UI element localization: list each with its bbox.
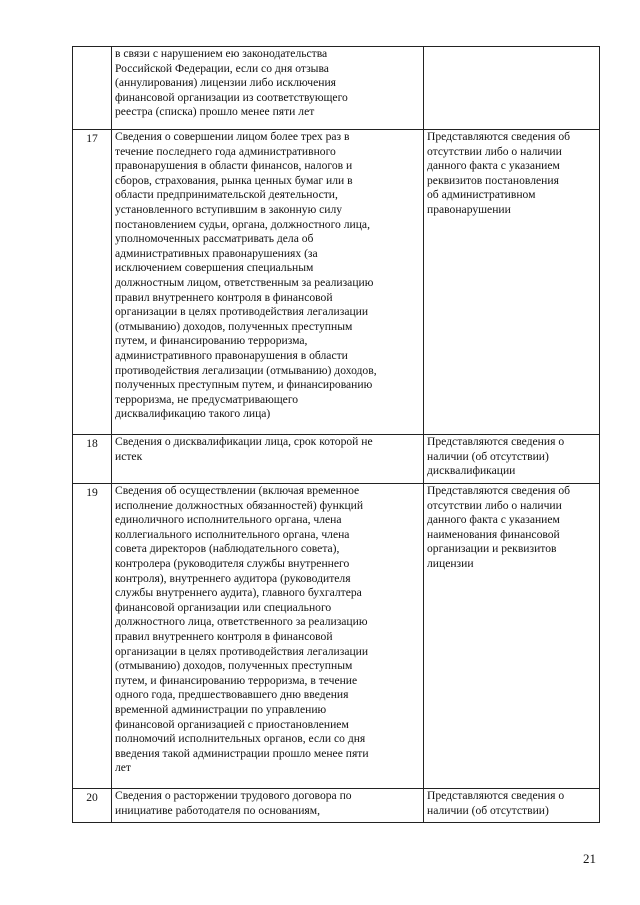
description-line: контролера (руководителя службы внутреннего bbox=[115, 556, 350, 570]
description-line: (аннулирования) лицензии либо исключения bbox=[115, 76, 336, 90]
row-note bbox=[424, 435, 600, 484]
description-line: путем, и финансированию терроризма, в течение bbox=[115, 673, 358, 687]
row-note bbox=[424, 789, 600, 823]
row-description bbox=[112, 484, 424, 789]
description-line: постановлением судьи, органа, должностного лица, bbox=[115, 217, 370, 231]
description-line: единоличного исполнительного органа, члена bbox=[115, 513, 342, 527]
description-line: Сведения о совершении лицом более трех раз в bbox=[115, 130, 350, 143]
row-note bbox=[424, 130, 600, 435]
description-line: (отмыванию) доходов, полученных преступным bbox=[115, 319, 353, 333]
description-line: истек bbox=[115, 449, 143, 463]
row-description bbox=[112, 789, 424, 823]
note-line: данного факта с указанием bbox=[427, 513, 560, 527]
description-line: установленного вступившим в законную силу bbox=[115, 202, 343, 216]
description-line: введения такой администрации прошло менее пяти bbox=[115, 746, 369, 760]
description-line: Российской Федерации, если со дня отзыва bbox=[115, 61, 329, 75]
description-line: лет bbox=[115, 761, 131, 775]
description-line: реестра (списка) прошло менее пяти лет bbox=[115, 105, 315, 119]
row-number: 18 bbox=[73, 435, 112, 484]
description-line: терроризма, не предусматривающего bbox=[115, 392, 299, 406]
table-row bbox=[73, 484, 600, 789]
row-number: 20 bbox=[73, 789, 112, 823]
description-line: полученных преступным путем, и финансированию bbox=[115, 378, 373, 392]
description-line: правонарушения в области финансов, налогов и bbox=[115, 159, 353, 173]
note-line: дисквалификации bbox=[427, 464, 516, 478]
note-line: наименования финансовой bbox=[427, 527, 560, 541]
requirements-table bbox=[72, 46, 600, 823]
description-line: противодействия легализации (отмыванию) доходов, bbox=[115, 363, 377, 377]
description-line: исполнение должностных обязанностей) функций bbox=[115, 498, 364, 512]
description-line: путем, и финансированию терроризма, bbox=[115, 334, 308, 348]
table-row bbox=[73, 435, 600, 484]
description-line: правил внутреннего контроля в финансовой bbox=[115, 629, 333, 643]
table-row bbox=[73, 789, 600, 823]
description-line: должностным лицом, ответственным за реализацию bbox=[115, 275, 374, 289]
row-note bbox=[424, 47, 600, 130]
description-line: должностного лица, ответственного за реализацию bbox=[115, 615, 368, 629]
description-line: Сведения об осуществлении (включая временное bbox=[115, 484, 360, 497]
note-line: отсутствии либо о наличии bbox=[427, 498, 562, 512]
row-number: 17 bbox=[73, 130, 112, 435]
description-line: организации в целях противодействия легализации bbox=[115, 644, 369, 658]
table-row bbox=[73, 47, 600, 130]
table-row bbox=[73, 130, 600, 435]
row-description bbox=[112, 130, 424, 435]
description-line: дисквалификацию такого лица) bbox=[115, 407, 271, 421]
note-line: наличии (об отсутствии) bbox=[427, 449, 549, 463]
description-line: одного года, предшествовавшего дню введения bbox=[115, 688, 349, 702]
description-line: области предпринимательской деятельности, bbox=[115, 188, 338, 202]
row-description bbox=[112, 435, 424, 484]
row-number bbox=[73, 47, 112, 130]
description-line: административных правонарушениях (за bbox=[115, 246, 318, 260]
note-line: правонарушении bbox=[427, 202, 511, 216]
description-line: службы внутреннего аудита), главного бухгалтера bbox=[115, 586, 362, 600]
note-line: лицензии bbox=[427, 556, 474, 570]
description-line: течение последнего года административного bbox=[115, 144, 336, 158]
description-line: финансовой организацией с приостановлением bbox=[115, 717, 349, 731]
description-line: финансовой организации из соответствующего bbox=[115, 90, 348, 104]
description-line: в связи с нарушением ею законодательства bbox=[115, 47, 328, 60]
page-number: 21 bbox=[583, 851, 596, 866]
note-line: данного факта с указанием bbox=[427, 159, 560, 173]
note-line: Представляются сведения об bbox=[427, 484, 571, 497]
description-line: полномочий исполнительных органов, если со дня bbox=[115, 732, 366, 746]
note-line: реквизитов постановления bbox=[427, 173, 559, 187]
description-line: (отмыванию) доходов, полученных преступным bbox=[115, 659, 353, 673]
note-line: организации и реквизитов bbox=[427, 542, 557, 556]
description-line: контроля), внутреннего аудитора (руководителя bbox=[115, 571, 351, 585]
description-line: временной администрации по управлению bbox=[115, 702, 327, 716]
note-line: Представляются сведения о bbox=[427, 789, 565, 802]
description-line: коллегиального исполнительного органа, члена bbox=[115, 527, 350, 541]
description-line: финансовой организации или специального bbox=[115, 600, 332, 614]
description-line: уполномоченных рассматривать дела об bbox=[115, 232, 314, 246]
description-line: сборов, страхования, рынка ценных бумаг или в bbox=[115, 173, 353, 187]
description-line: Сведения о дисквалификации лица, срок которой не bbox=[115, 435, 373, 448]
note-line: Представляются сведения об bbox=[427, 130, 571, 143]
row-note bbox=[424, 484, 600, 789]
description-line: административного правонарушения в области bbox=[115, 348, 348, 362]
note-line: об административном bbox=[427, 188, 536, 202]
description-line: организации в целях противодействия легализации bbox=[115, 305, 369, 319]
description-line: правил внутреннего контроля в финансовой bbox=[115, 290, 333, 304]
row-description bbox=[112, 47, 424, 130]
note-line: Представляются сведения о bbox=[427, 435, 565, 448]
description-line: инициативе работодателя по основаниям, bbox=[115, 803, 321, 817]
note-line: наличии (об отсутствии) bbox=[427, 803, 549, 817]
description-line: Сведения о расторжении трудового договора по bbox=[115, 789, 352, 802]
description-line: совета директоров (наблюдательного совета), bbox=[115, 542, 340, 556]
note-line: отсутствии либо о наличии bbox=[427, 144, 562, 158]
row-number: 19 bbox=[73, 484, 112, 789]
description-line: исключением совершения специальным bbox=[115, 261, 314, 275]
